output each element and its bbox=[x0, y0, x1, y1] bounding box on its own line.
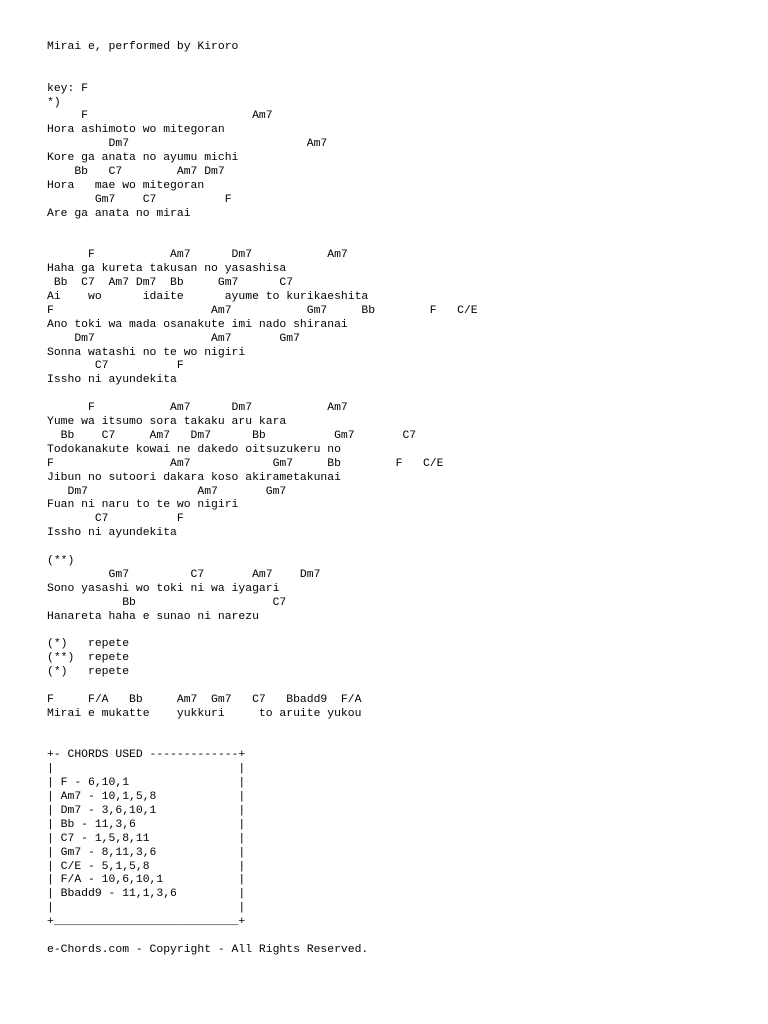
sheet-line: | Bb - 11,3,6 | bbox=[47, 818, 246, 831]
sheet-line: | Bbadd9 - 11,1,3,6 | bbox=[47, 888, 246, 901]
sheet-line: Bb C7 Am7 Dm7 bbox=[47, 166, 225, 179]
sheet-line: +___________________________+ bbox=[47, 916, 246, 929]
sheet-line: | Gm7 - 8,11,3,6 | bbox=[47, 846, 246, 859]
sheet-line bbox=[47, 680, 478, 694]
sheet-line: | F - 6,10,1 | bbox=[47, 777, 246, 790]
sheet-line: | Dm7 - 3,6,10,1 | bbox=[47, 804, 246, 817]
sheet-line: Hanareta haha e sunao ni narezu bbox=[47, 610, 259, 623]
sheet-line: Fuan ni naru to te wo nigiri bbox=[47, 499, 239, 512]
chord-sheet bbox=[47, 41, 478, 958]
sheet-line: e-Chords.com - Copyright - All Rights Reserved. bbox=[47, 943, 369, 956]
sheet-line: Issho ni ayundekita bbox=[47, 374, 177, 387]
sheet-line: *) bbox=[47, 96, 61, 109]
sheet-line bbox=[47, 235, 478, 249]
sheet-line: F F/A Bb Am7 Gm7 C7 Bbadd9 F/A bbox=[47, 693, 362, 706]
sheet-line: F Am7 Gm7 Bb F C/E bbox=[47, 457, 444, 470]
sheet-line: Issho ni ayundekita bbox=[47, 527, 177, 540]
sheet-line bbox=[47, 541, 478, 555]
sheet-line: Yume wa itsumo sora takaku aru kara bbox=[47, 416, 287, 429]
song-title: Mirai e, performed by Kiroro bbox=[47, 41, 239, 53]
sheet-line: Dm7 Am7 Gm7 bbox=[47, 485, 287, 498]
sheet-line: Hora ashimoto wo mitegoran bbox=[47, 124, 225, 137]
sheet-line: Hora mae wo mitegoran bbox=[47, 179, 205, 192]
sheet-line: Gm7 C7 F bbox=[47, 193, 232, 206]
sheet-line: Sonna watashi no te wo nigiri bbox=[47, 346, 246, 359]
sheet-line: Haha ga kureta takusan no yasashisa bbox=[47, 263, 287, 276]
sheet-line: | | bbox=[47, 902, 246, 915]
sheet-line: Bb C7 bbox=[47, 596, 287, 609]
sheet-line: Bb C7 Am7 Dm7 Bb Gm7 C7 bbox=[47, 429, 417, 442]
sheet-line: Dm7 Am7 bbox=[47, 138, 328, 151]
sheet-line: | C/E - 5,1,5,8 | bbox=[47, 860, 246, 873]
sheet-line: Kore ga anata no ayumu michi bbox=[47, 152, 239, 165]
sheet-line: F Am7 Dm7 Am7 bbox=[47, 402, 348, 415]
sheet-line: Are ga anata no mirai bbox=[47, 207, 191, 220]
sheet-line bbox=[47, 930, 478, 944]
sheet-line: Jibun no sutoori dakara koso akirametakunai bbox=[47, 471, 341, 484]
sheet-line bbox=[47, 624, 478, 638]
sheet-line: Gm7 C7 Am7 Dm7 bbox=[47, 568, 321, 581]
sheet-line bbox=[47, 55, 478, 69]
sheet-line: Todokanakute kowai ne dakedo oitsuzukeru no bbox=[47, 443, 341, 456]
sheet-line: F Am7 Dm7 Am7 bbox=[47, 249, 348, 262]
sheet-line: (**) repete bbox=[47, 652, 130, 665]
sheet-line: C7 F bbox=[47, 360, 184, 373]
sheet-line: (*) repete bbox=[47, 666, 130, 679]
sheet-line: Dm7 Am7 Gm7 bbox=[47, 332, 300, 345]
sheet-line: | | bbox=[47, 763, 246, 776]
sheet-line: Ai wo idaite ayume to kurikaeshita bbox=[47, 291, 369, 304]
sheet-line: Sono yasashi wo toki ni wa iyagari bbox=[47, 582, 280, 595]
sheet-line: Bb C7 Am7 Dm7 Bb Gm7 C7 bbox=[47, 277, 294, 290]
sheet-line: (*) repete bbox=[47, 638, 130, 651]
sheet-line: F Am7 bbox=[47, 110, 273, 123]
sheet-line: | Am7 - 10,1,5,8 | bbox=[47, 791, 246, 804]
sheet-line: (**) bbox=[47, 554, 75, 567]
sheet-line: | F/A - 10,6,10,1 | bbox=[47, 874, 246, 887]
sheet-line: F Am7 Gm7 Bb F C/E bbox=[47, 304, 478, 317]
sheet-line bbox=[47, 69, 478, 83]
sheet-line: C7 F bbox=[47, 513, 184, 526]
sheet-line: Mirai e mukatte yukkuri to aruite yukou bbox=[47, 707, 362, 720]
sheet-line bbox=[47, 388, 478, 402]
sheet-line bbox=[47, 736, 478, 750]
song-key: key: F bbox=[47, 82, 89, 95]
sheet-line bbox=[47, 222, 478, 236]
sheet-line: +- CHORDS USED -------------+ bbox=[47, 749, 246, 762]
sheet-line: Ano toki wa mada osanakute imi nado shiranai bbox=[47, 318, 348, 331]
sheet-line: | C7 - 1,5,8,11 | bbox=[47, 832, 246, 845]
sheet-line bbox=[47, 722, 478, 736]
